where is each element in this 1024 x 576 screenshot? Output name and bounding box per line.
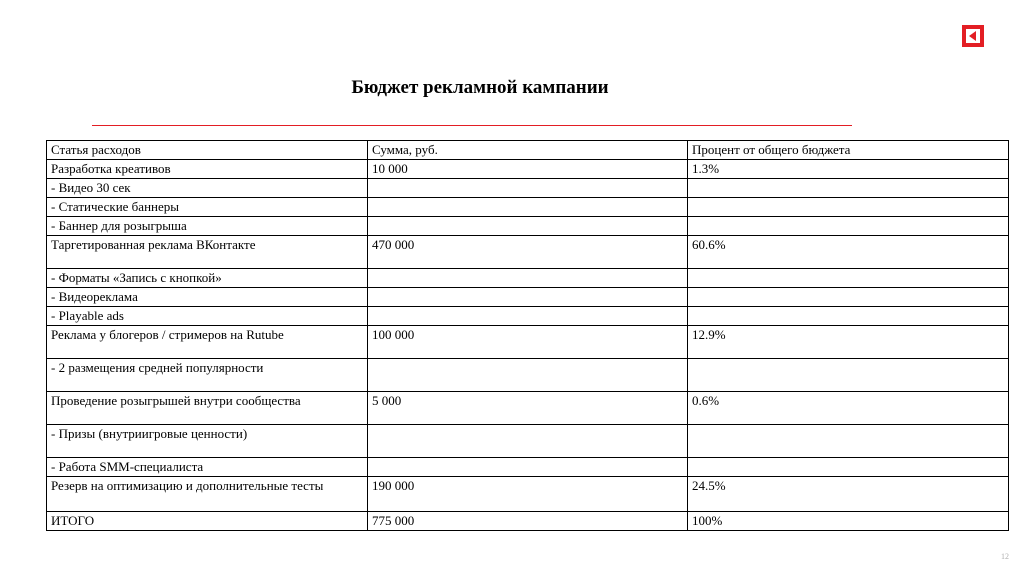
table-cell <box>368 179 688 198</box>
table-total-row <box>47 512 1009 531</box>
table-cell: - Призы (внутриигровые ценности) <box>47 425 368 458</box>
table-cell <box>368 269 688 288</box>
table-cell: 190 000 <box>368 477 688 512</box>
table-header-row <box>47 141 1009 160</box>
table-cell: 775 000 <box>368 512 688 531</box>
table-cell <box>368 288 688 307</box>
table-cell: 24.5% <box>688 477 1009 512</box>
table-row <box>47 359 1009 392</box>
table-cell: 470 000 <box>368 236 688 269</box>
table-cell: 5 000 <box>368 392 688 425</box>
table-cell: - Форматы «Запись с кнопкой» <box>47 269 368 288</box>
table-cell: - Видеореклама <box>47 288 368 307</box>
table-cell: - 2 размещения средней популярности <box>47 359 368 392</box>
table-cell <box>368 458 688 477</box>
table-cell <box>368 217 688 236</box>
table-row <box>47 326 1009 359</box>
budget-table <box>46 140 1009 531</box>
header-cell: Процент от общего бюджета <box>688 141 1009 160</box>
table-cell <box>688 425 1009 458</box>
table-cell: Резерв на оптимизацию и дополнительные тесты <box>47 477 368 512</box>
table-row <box>47 198 1009 217</box>
table-row <box>47 392 1009 425</box>
table-cell: 100 000 <box>368 326 688 359</box>
table-row <box>47 288 1009 307</box>
table-cell <box>688 458 1009 477</box>
table-cell: - Видео 30 сек <box>47 179 368 198</box>
table-cell <box>688 198 1009 217</box>
table-cell: - Работа SMM-специалиста <box>47 458 368 477</box>
table-cell <box>368 307 688 326</box>
table-row <box>47 307 1009 326</box>
table-row <box>47 458 1009 477</box>
table-cell <box>688 217 1009 236</box>
title-divider <box>92 125 852 126</box>
table-cell <box>688 288 1009 307</box>
table-cell <box>688 179 1009 198</box>
table-cell <box>368 198 688 217</box>
table-cell <box>688 359 1009 392</box>
table-cell: 0.6% <box>688 392 1009 425</box>
table-row <box>47 477 1009 512</box>
table-cell: Проведение розыгрышей внутри сообщества <box>47 392 368 425</box>
table-cell: 10 000 <box>368 160 688 179</box>
table-cell: 60.6% <box>688 236 1009 269</box>
page-number: 12 <box>1001 552 1009 561</box>
table-cell <box>688 269 1009 288</box>
table-row <box>47 179 1009 198</box>
table-row <box>47 425 1009 458</box>
logo-inner <box>966 29 980 43</box>
table-cell <box>368 425 688 458</box>
table-row <box>47 236 1009 269</box>
table-cell <box>688 307 1009 326</box>
header-cell: Сумма, руб. <box>368 141 688 160</box>
table-cell: 1.3% <box>688 160 1009 179</box>
table-cell: ИТОГО <box>47 512 368 531</box>
table-row <box>47 160 1009 179</box>
table-row <box>47 269 1009 288</box>
table-row <box>47 217 1009 236</box>
header-cell: Статья расходов <box>47 141 368 160</box>
table-cell: Таргетированная реклама ВКонтакте <box>47 236 368 269</box>
table-cell: - Баннер для розыгрыша <box>47 217 368 236</box>
table-cell <box>368 359 688 392</box>
table-cell: - Статические баннеры <box>47 198 368 217</box>
table-cell: - Playable ads <box>47 307 368 326</box>
table-cell: 12.9% <box>688 326 1009 359</box>
table-cell: Реклама у блогеров / стримеров на Rutube <box>47 326 368 359</box>
page-title: Бюджет рекламной кампании <box>351 77 609 98</box>
table-cell: 100% <box>688 512 1009 531</box>
back-arrow-logo-icon[interactable] <box>962 25 984 47</box>
table-cell: Разработка креативов <box>47 160 368 179</box>
